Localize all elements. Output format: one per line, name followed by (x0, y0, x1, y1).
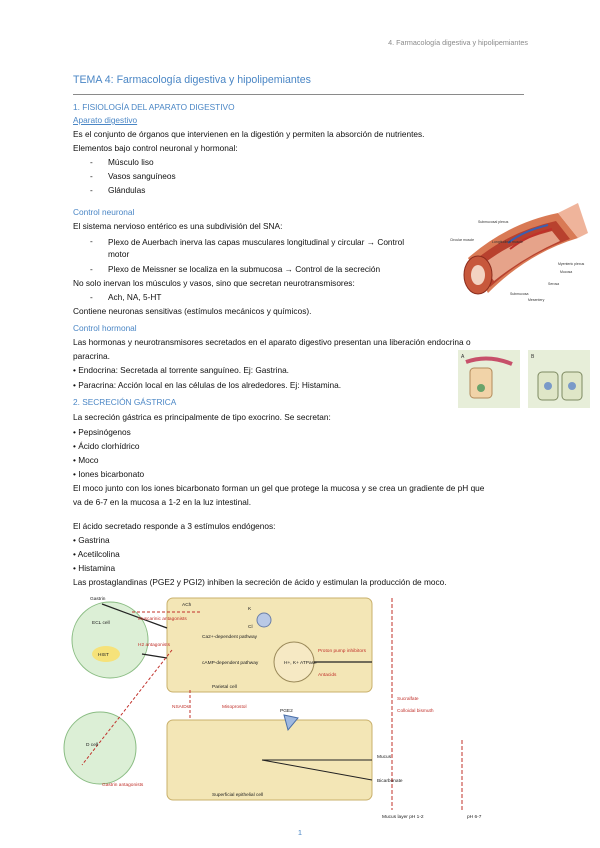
secreted-item: • Pepsinógenos (73, 427, 131, 437)
diagram-label: cAMP-dependent pathway (202, 661, 259, 666)
diagram-label: D cell (86, 743, 98, 748)
cell-nucleus (477, 384, 485, 392)
gut-label: Mesentery (528, 298, 545, 302)
paracrine-line: • Paracrina: Acción local en las células de los alrededores. Ej: Histamina. (73, 380, 342, 390)
cell-nucleus (568, 382, 576, 390)
hormonal-heading: Control hormonal (73, 323, 137, 333)
diagram-label: Cl (248, 625, 253, 630)
diagram-label: H+, K+ ATPase (284, 661, 317, 666)
gut-label: Longitudinal muscle (492, 240, 523, 244)
diagram-label: Superficial epithelial cell (212, 793, 264, 798)
element-item: Glándulas (108, 185, 146, 195)
drug-label: H2 antagonists (138, 643, 170, 648)
title-divider (73, 94, 524, 95)
document-title: TEMA 4: Farmacología digestiva y hipolipemiantes (73, 74, 311, 86)
k-cl-channel (257, 613, 271, 627)
diagram-label: Ca2+-dependent pathway (202, 635, 258, 640)
diagram-label: Bicarbonate (377, 779, 403, 784)
neurotransmitter-line: No solo inervan los músculos y vasos, sino que secretan neurotransmisores: (73, 278, 355, 288)
running-header: 4. Farmacología digestiva y hipolipemiantes (388, 38, 528, 47)
neuronal-heading: Control neuronal (73, 207, 135, 217)
sensory-line: Contiene neuronas sensitivas (estímulos mecánicos y químicos). (73, 306, 312, 316)
drug-label: Proton pump inhibitors (318, 649, 366, 654)
hormonal-text: Las hormonas y neurotransmisores secretados en el aparato digestivo presentan una liberación endocrina o (73, 337, 471, 347)
meissner-line: Plexo de Meissner se localiza en la submucosa → Control de la secreción (108, 264, 381, 274)
bullet-dash: - (90, 236, 93, 246)
neurotransmitter-list: Ach, NA, 5-HT (108, 292, 162, 302)
gut-label: Circular muscle (450, 238, 475, 242)
diagram-label: PGE2 (280, 709, 293, 714)
gastric-secretion-diagram (62, 590, 530, 822)
d-cell (64, 712, 136, 784)
stimulus-item: • Gastrina (73, 535, 110, 545)
panel-label: B (531, 354, 535, 360)
gut-label: Serosa (548, 282, 560, 286)
secreted-item: • Iones bicarbonato (73, 469, 145, 479)
cell-nucleus (544, 382, 552, 390)
page-number: 1 (297, 828, 303, 837)
mucus-text-cont: va de 6-7 en la mucosa a 1-2 en la luz intestinal. (73, 497, 252, 507)
gut-wall-illustration (448, 203, 590, 305)
bullet-dash: - (90, 264, 93, 274)
drug-label: Muscarinic antagonists (138, 617, 187, 622)
endocrine-line: • Endocrina: Secretada al torrente sanguíneo. Ej: Gastrina. (73, 365, 289, 375)
histamine-arrow (142, 654, 167, 658)
gut-lumen (471, 265, 485, 285)
diagram-label: ACh (182, 603, 192, 608)
secreted-item: • Moco (73, 455, 99, 465)
drug-label: Antacids (318, 673, 337, 678)
drug-label: Sucralfate (397, 697, 419, 702)
auerbach-line-cont: motor (108, 249, 130, 259)
ecl-cell (72, 602, 148, 678)
stimulus-item: • Acetilcolina (73, 549, 120, 559)
secretion-types-illustration (458, 350, 590, 408)
drug-label: Misoprostol (222, 705, 247, 710)
diagram-label: Gastrin (90, 597, 106, 602)
prostaglandin-line: Las prostaglandinas (PGE2 y PGI2) inhiben la secreción de ácido y estimulan la producción de moco. (73, 577, 447, 587)
diagram-label: Mucus (377, 755, 392, 760)
drug-label: Gastrin antagonists (102, 783, 144, 788)
drug-label: Colloidal bismuth (397, 709, 434, 714)
diagram-label: HIST (98, 653, 109, 658)
mucus-text: El moco junto con los iones bicarbonato forman un gel que protege la mucosa y se crea un gradiente de pH que (73, 483, 485, 493)
element-item: Vasos sanguíneos (108, 171, 176, 181)
auerbach-line: Plexo de Auerbach inerva las capas musculares longitudinal y circular → Control (108, 237, 405, 247)
gut-label: Mucosa (560, 270, 573, 274)
diagram-label: Mucus layer pH 1-2 (382, 815, 424, 820)
neuronal-intro: El sistema nervioso entérico es una subdivisión del SNA: (73, 221, 283, 231)
gut-label: Submucosal plexus (478, 220, 509, 224)
intro-paragraph: Es el conjunto de órganos que intervienen en la digestión y permiten la absorción de nutrientes. (73, 129, 425, 139)
control-intro: Elementos bajo control neuronal y hormonal: (73, 143, 238, 153)
element-item: Músculo liso (108, 157, 154, 167)
diagram-label: Parietal cell (212, 685, 237, 690)
subheading-aparato-digestivo: Aparato digestivo (73, 115, 138, 125)
bullet-dash: - (90, 171, 93, 181)
gut-label: Submucosa (510, 292, 529, 296)
diagram-label: K (248, 607, 252, 612)
diagram-label: ECL cell (92, 621, 110, 626)
secretion-intro: La secreción gástrica es principalmente de tipo exocrino. Se secretan: (73, 412, 331, 422)
section-2-heading: 2. SECRECIÓN GÁSTRICA (73, 397, 177, 407)
stimulus-item: • Histamina (73, 563, 116, 573)
bullet-dash: - (90, 185, 93, 195)
acid-intro: El ácido secretado responde a 3 estímulos endógenos: (73, 521, 276, 531)
section-1-heading: 1. FISIOLOGÍA DEL APARATO DIGESTIVO (73, 102, 235, 112)
diagram-label: pH 6-7 (467, 815, 482, 820)
panel-label: A (461, 354, 465, 360)
hormonal-text-cont: paracrina. (73, 351, 110, 361)
bullet-dash: - (90, 292, 93, 302)
secreted-item: • Ácido clorhídrico (73, 441, 140, 451)
gut-label: Myenteric plexus (558, 262, 585, 266)
endocrine-cell (470, 368, 492, 398)
drug-label: NSAIDs (172, 705, 190, 710)
bullet-dash: - (90, 157, 93, 167)
